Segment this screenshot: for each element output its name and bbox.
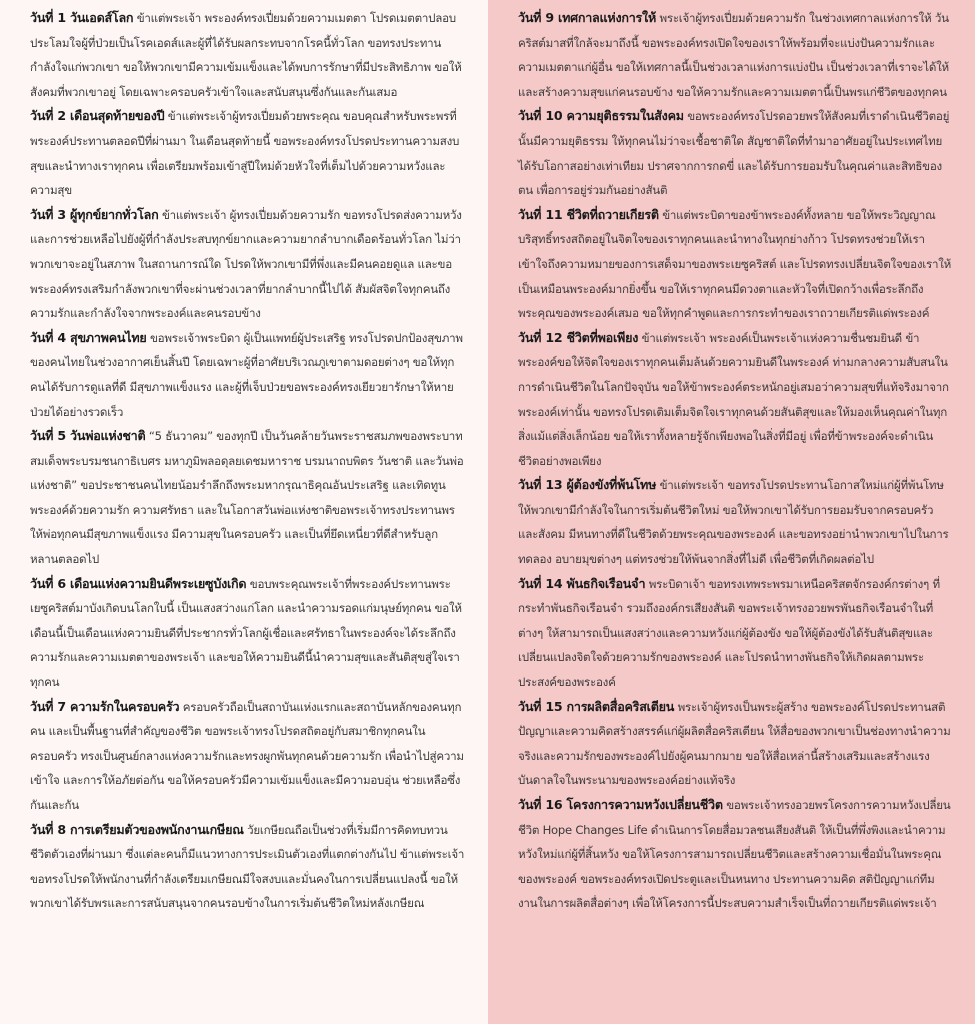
entry-text: ข้าแต่พระเจ้าผู้ทรงเปี่ยมด้วยพระคุณ ขอบคุณสำหรับพระพรที่พระองค์ประทานตลอดปีที่ผ่านมา ในเดือนสุดท้ายนี้ ขอพระองค์ทรงโปรดประทานความสงบสุขและนำทางเราทุกคน เพื่อเตรียมพร้อมเข้าสู่ปีใหม่ด้วยหัวใจที่เต็มไปด้วยความหวังและความสุข: [30, 109, 460, 198]
entry-heading: วันที่ 4 สุขภาพคนไทย: [30, 329, 147, 345]
right-column: [488, 0, 975, 1024]
entry-heading: วันที่ 5 วันพ่อแห่งชาติ: [30, 428, 146, 444]
prayer-entry-day-10: [518, 104, 953, 202]
prayer-entry-day-15: [518, 695, 953, 793]
prayer-entry-day-9: [518, 6, 953, 104]
entry-text: พระบิดาเจ้า ขอทรงเทพระพรมาเหนือคริสตจักรองค์กรต่างๆ ที่กระทำพันธกิจเรือนจำ รวมถึงองค์กรเสียงสันติ ขอพระเจ้าทรงอวยพรพันธกิจเรือนจำในที่ต่างๆ ให้สามารถเป็นแสงสว่างและความหวังแก่ผู้ต้องขัง ขอให้ผู้ต้องขังได้รับสันติสุขและเปลี่ยนแปลงจิตใจด้วยความรักของพระองค์ และโปรดนำทางพันธกิจให้เกิดผลตามพระประสงค์ของพระองค์: [518, 576, 940, 690]
entry-heading: วันที่ 8 การเตรียมตัวของพนักงานเกษียณ: [30, 821, 244, 837]
entry-text: ข้าแต่พระบิดาของข้าพระองค์ทั้งหลาย ขอให้พระวิญญาณบริสุทธิ์ทรงสถิตอยู่ในจิตใจของเราทุกคนและนำทางในทุกย่างก้าว โปรดทรงช่วยให้เราเข้าใจถึงความหมายของการเสด็จมาของพระเยซูคริสต์ และโปรดทรงเปลี่ยนจิตใจของเราให้เป็นเหมือนพระองค์มากยิ่งขึ้น ขอให้เราทุกคนมีดวงตาและหัวใจที่เปิดกว้างเพื่อระลึกถึงพระคุณของพระองค์เสมอ ขอให้ทุกคำพูดและการกระทำของเราถวายเกียรติแด่พระองค์: [518, 207, 952, 321]
entry-text: วัยเกษียณถือเป็นช่วงที่เริ่มมีการคิดทบทวนชีวิตตัวเองที่ผ่านมา ซึ่งแต่ละคนก็มีแนวทางการประเมินตัวเองที่แตกต่างกันไป ข้าแต่พระเจ้าขอทรงโปรดให้พนักงานที่กำลังเตรียมเกษียณมีใจสงบและมั่นคงในการเปลี่ยนแปลงนี้ ขอให้พวกเขาได้รับพรและการสนับสนุนจากคนรอบข้างในการเริ่มต้นชีวิตใหม่หลังเกษียณ: [30, 822, 465, 911]
entry-text: ข้าแต่พระเจ้า พระองค์เป็นพระเจ้าแห่งความชื่นชมยินดี ข้าพระองค์ขอให้จิตใจของเราทุกคนเต็มล้นด้วยความยินดีในพระองค์ ท่ามกลางความสับสนในการดำเนินชีวิตในโลกปัจจุบัน ขอให้ข้าพระองค์ตระหนักอยู่เสมอว่าความสุขที่แท้จริงมาจากพระองค์เท่านั้น ขอทรงโปรดเติมเต็มจิตใจเราทุกคนด้วยสันติสุขและให้มองเห็นคุณค่าในทุกสิ่งแม้แต่สิ่งเล็กน้อย ขอให้เราทั้งหลายรู้จักเพียงพอในสิ่งที่มีอยู่ เพื่อที่ข้าพระองค์จะดำเนินชีวิตอย่างพอเพียง: [518, 330, 949, 468]
prayer-entry-day-14: [518, 572, 953, 695]
entry-heading: วันที่ 1 วันเอดส์โลก: [30, 10, 134, 25]
entry-heading: วันที่ 7 ความรักในครอบครัว: [30, 698, 180, 714]
entry-text: ขอพระเจ้าทรงอวยพรโครงการความหวังเปลี่ยนชีวิต Hope Changes Life ดำเนินการโดยสื่อมวลชนเสียงสันติ ให้เป็นที่พึ่งพิงและนำความหวังใหม่แก่ผู้ที่สิ้นหวัง ขอให้โครงการสามารถเปลี่ยนชีวิตและสร้างความเชื่อมั่นในพระคุณของพระองค์ ขอพระองค์ทรงเปิดประตูและเป็นหนทาง ประทานความคิด สติปัญญาแก่ทีมงานในการผลิตสื่อต่างๆ เพื่อให้โครงการนี้ประสบความสำเร็จเป็นที่ถวายเกียรติแด่พระเจ้า: [518, 798, 951, 911]
prayer-entry-day-13: [518, 473, 953, 571]
entry-text: ข้าแต่พระเจ้า พระองค์ทรงเปี่ยมด้วยความเมตตา โปรดเมตตาปลอบประโลมใจผู้ที่ป่วยเป็นโรคเอดส์และผู้ที่ได้รับผลกระทบจากโรคนี้ทั่วโลก ขอทรงประทานกำลังใจแก่พวกเขา ขอให้พวกเขามีความเข้มแข็งและได้พบการรักษาที่มีประสิทธิภาพ ขอให้สังคมที่พวกเขาอยู่ โดยเฉพาะครอบครัวเข้าใจและสนับสนุนซึ่งกันและกันเสมอ: [30, 11, 462, 99]
prayer-entry-day-11: [518, 203, 953, 326]
entry-heading: วันที่ 15 การผลิตสื่อคริสเตียน: [518, 698, 675, 714]
entry-text: ครอบครัวถือเป็นสถาบันแห่งแรกและสถาบันหลักของคนทุกคน และเป็นพื้นฐานที่สำคัญของชีวิต ขอพระเจ้าทรงโปรดสถิตอยู่กับสมาชิกทุกคนในครอบครัว ทรงเป็นศูนย์กลางแห่งความรักและทรงผูกพันทุกคนด้วยความรัก เพื่อนำไปสู่ความเข้าใจ และการให้อภัยต่อกัน ขอให้ครอบครัวมีความเข้มแข็งและมีความอบอุ่น ช่วยเหลือซึ่งกันและกัน: [30, 699, 464, 812]
entry-heading: วันที่ 16 โครงการความหวังเปลี่ยนชีวิต: [518, 797, 723, 812]
prayer-entry-day-2: [30, 104, 466, 202]
prayer-entry-day-6: [30, 572, 466, 695]
entry-text: พระเจ้าผู้ทรงเป็นพระผู้สร้าง ขอพระองค์โปรดประทานสติปัญญาและความคิดสร้างสรรค์แก่ผู้ผลิตสื่อคริสเตียน ให้สื่อของพวกเขาเป็นช่องทางนำความจริงและความรักของพระองค์ไปยังผู้คนมากมาย ขอให้สื่อเหล่านี้สร้างเสริมและสร้างแรงบันดาลใจในพระนามของพระองค์อย่างแท้จริง: [518, 699, 951, 788]
entry-text: ข้าแต่พระเจ้า ผู้ทรงเปี่ยมด้วยความรัก ขอทรงโปรดส่งความหวังและการช่วยเหลือไปยังผู้ที่กำลังประสบทุกข์ยากและความยากลำบากเดือดร้อนทั่วโลก ไม่ว่าพวกเขาจะอยู่ในสภาพ ในสถานการณ์ใด โปรดให้พวกเขามีที่พึ่งและมีคนคอยดูแล และขอพระองค์ทรงเสริมกำลังพวกเขาที่จะผ่านช่วงเวลาที่ยากลำบากนี้ไปได้ สัมผัสจิตใจทุกคนถึงความรักและกำลังใจจากพระองค์และคนรอบข้าง: [30, 207, 462, 321]
entry-heading: วันที่ 3 ผู้ทุกข์ยากทั่วโลก: [30, 206, 159, 222]
entry-text: ขอพระองค์ทรงโปรดอวยพรให้สังคมที่เราดำเนินชีวิตอยู่นั้นมีความยุติธรรม ให้ทุกคนไม่ว่าจะเชื้อชาติใด สัญชาติใดที่ทำมาอาศัยอยู่ในประเทศไทยได้รับโอกาสอย่างเท่าเทียม ปราศจากการกดขี่ และได้รับการยอมรับในคุณค่าและสิทธิของตน เพื่อการอยู่ร่วมกันอย่างสันติ: [518, 109, 950, 198]
entry-heading: วันที่ 9 เทศกาลแห่งการให้: [518, 10, 657, 25]
prayer-entry-day-1: [30, 6, 466, 104]
prayer-entry-day-12: [518, 326, 953, 474]
entry-heading: วันที่ 13 ผู้ต้องขังที่พ้นโทษ: [518, 477, 657, 493]
entry-heading: วันที่ 2 เดือนสุดท้ายของปี: [30, 108, 165, 124]
entry-text: ข้าแต่พระเจ้า ขอทรงโปรดประทานโอกาสใหม่แก่ผู้ที่พ้นโทษ ให้พวกเขามีกำลังใจในการเริ่มต้นชีวิตใหม่ ขอให้พวกเขาได้รับการยอมรับจากครอบครัวและสังคม มีหนทางที่ดีในชีวิตด้วยพระคุณของพระองค์ และขอทรงอย่านำพวกเขาไปในการทดลอง อบายมุขต่างๆ แต่ทรงช่วยให้พ้นจากสิ่งที่ไม่ดี เพื่อชีวิตที่เกิดผลต่อไป: [518, 478, 949, 567]
entry-heading: วันที่ 14 พันธกิจเรือนจำ: [518, 575, 646, 591]
prayer-entry-day-7: [30, 695, 466, 818]
prayer-entry-day-16: [518, 793, 953, 916]
prayer-entry-day-5: [30, 424, 466, 572]
entry-text: ขอพระเจ้าพระบิดา ผู้เป็นแพทย์ผู้ประเสริฐ ทรงโปรดปกป้องสุขภาพของคนไทยในช่วงอากาศเย็นสิ้นปี โดยเฉพาะผู้ที่อาศัยบริเวณภูเขาตามดอยต่างๆ ขอให้ทุกคนได้รับการดูแลที่ดี มีสุขภาพแข็งแรง และผู้ที่เจ็บป่วยขอพระองค์ทรงเยียวยารักษาให้หายป่วยได้อย่างรวดเร็ว: [30, 330, 463, 419]
entry-heading: วันที่ 6 เดือนแห่งความยินดีพระเยซูบังเกิด: [30, 575, 247, 591]
entry-text: ขอบพระคุณพระเจ้าที่พระองค์ประทานพระเยซูคริสต์มาบังเกิดบนโลกใบนี้ เป็นแสงสว่างแก่โลก และนำความรอดแก่มนุษย์ทุกคน ขอให้เดือนนี้เป็นเดือนแห่งความยินดีที่ประชากรทั่วโลกผู้เชื่อและศรัทธาในพระองค์จะได้ระลึกถึงความรักและความเมตตาของพระเจ้า และขอให้ความยินดีนี้นำความสุขและสันติสุขสู่ใจเราทุกคน: [30, 576, 462, 690]
entry-heading: วันที่ 12 ชีวิตที่พอเพียง: [518, 329, 639, 345]
entry-text: พระเจ้าผู้ทรงเปี่ยมด้วยความรัก ในช่วงเทศกาลแห่งการให้ วันคริสต์มาสที่ใกล้จะมาถึงนี้ ขอพระองค์ทรงเปิดใจของเราให้พร้อมที่จะแบ่งปันความรักและความเมตตาแก่ผู้อื่น ขอให้เทศกาลนี้เป็นช่วงเวลาแห่งการแบ่งปัน เป็นช่วงเวลาที่เราจะได้ให้และสร้างความสุขแก่คนรอบข้าง ขอให้ความรักและความเมตตานี้เป็นพรแก่ชีวิตของทุกคน: [518, 11, 949, 99]
prayer-entry-day-3: [30, 203, 466, 326]
entry-heading: วันที่ 10 ความยุติธรรมในสังคม: [518, 108, 684, 124]
entry-heading: วันที่ 11 ชีวิตที่ถวายเกียรติ: [518, 206, 659, 222]
prayer-entry-day-4: [30, 326, 466, 424]
entry-text: “5 ธันวาคม” ของทุกปี เป็นวันคล้ายวันพระราชสมภพของพระบาทสมเด็จพระบรมชนกาธิเบศร มหาภูมิพลอดุลยเดชมหาราช บรมนาถบพิตร วันชาติ และวันพ่อแห่งชาติ” ขอประชาชนคนไทยน้อมรำลึกถึงพระมหากรุณาธิคุณอันประเสริฐ และเทิดทูนพระองค์ด้วยความรัก ความศรัทธา และในโอกาสวันพ่อแห่งชาติขอพระเจ้าทรงประทานพรให้พ่อทุกคนมีสุขภาพแข็งแรง มีความสุขในครอบครัว และเป็นที่ยึดเหนี่ยวที่ดีสำหรับลูกหลานตลอดไป: [30, 429, 464, 567]
prayer-entry-day-8: [30, 818, 466, 916]
